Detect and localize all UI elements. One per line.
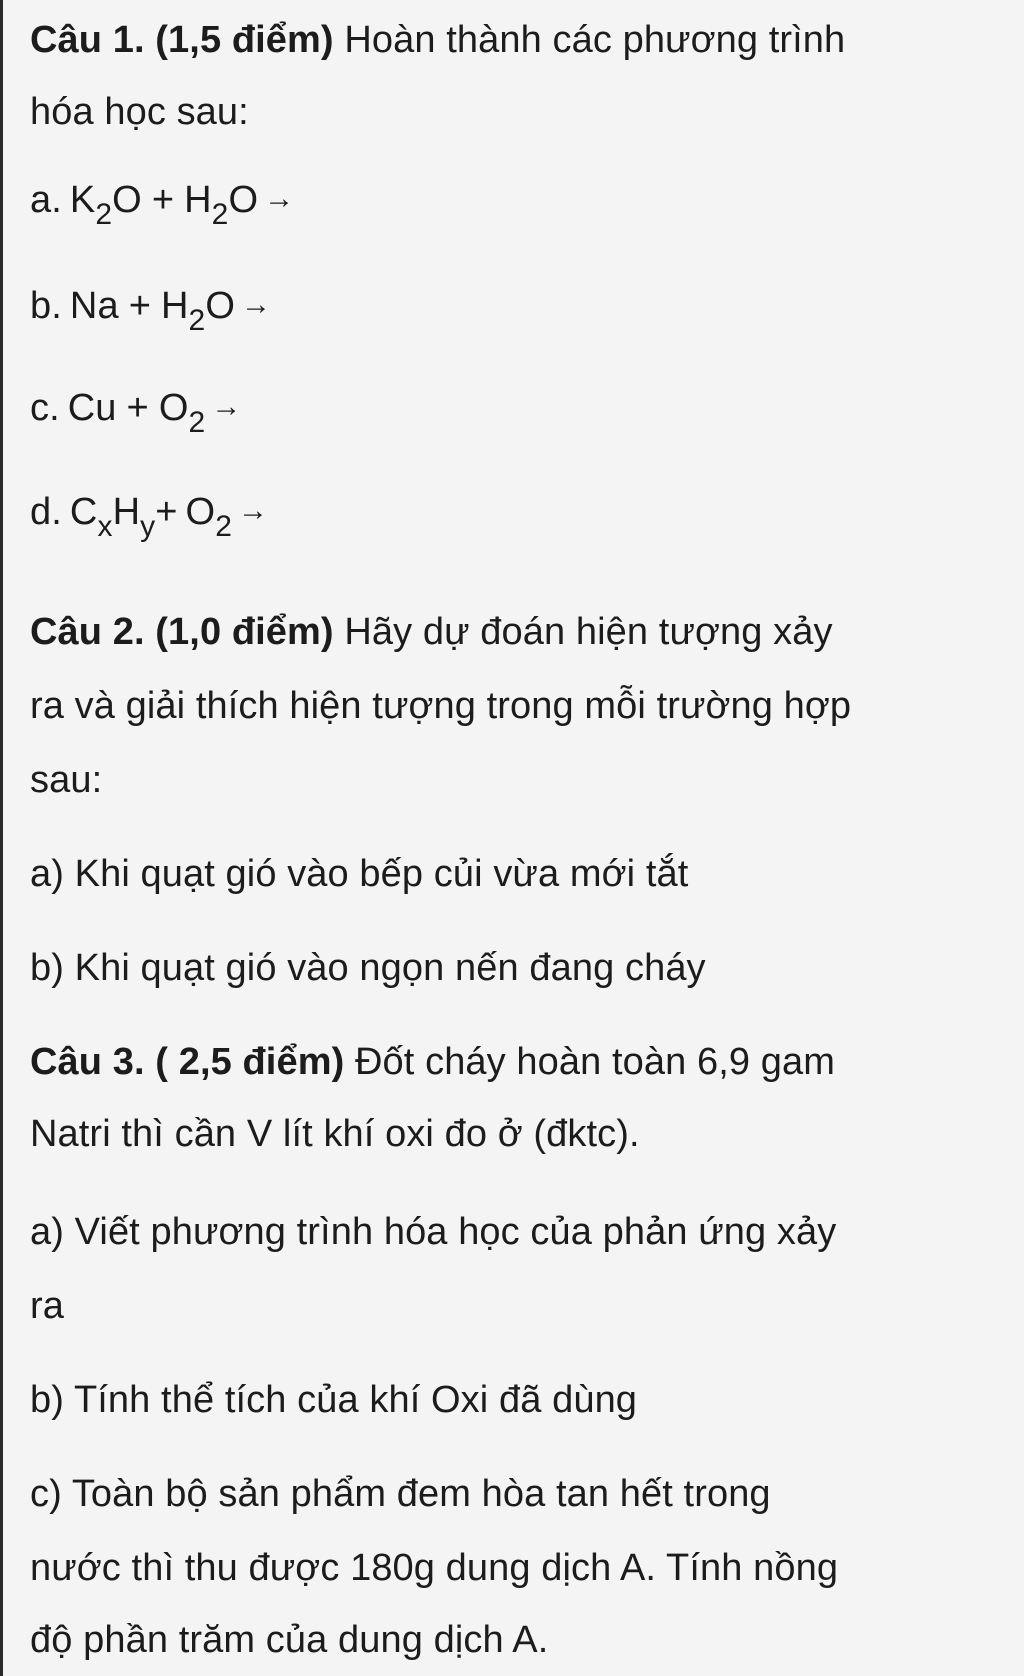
q1-c-subscript-1: 2 [188, 406, 206, 439]
q1-a-formula-h: H [184, 179, 212, 221]
q1-b-formula-na: Na [69, 285, 119, 327]
q1-b-plus: + [128, 285, 151, 327]
q1-d-formula-h: H [112, 491, 141, 533]
right-arrow-icon: → [211, 390, 242, 423]
q1-d-subscript-x: x [97, 510, 113, 543]
q1-d-subscript-y: y [140, 510, 156, 543]
q3-item-c-line2: nước thì thu được 180g dung dịch A. Tính nồng [30, 1547, 839, 1589]
q2-heading-line3: sau: [30, 759, 103, 801]
q1-equation-a [30, 178, 295, 231]
q2-item-b: b) Khi quạt gió vào ngọn nến đang cháy [30, 947, 706, 989]
q3-heading-line2: Natri thì cần V lít khí oxi đo ở (đktc). [30, 1113, 640, 1155]
q1-d-prefix: d. [30, 491, 62, 533]
q1-c-plus: + [126, 387, 149, 429]
q2-label: Câu 2. (1,0 điểm) [30, 611, 334, 653]
q1-a-subscript-1: 2 [95, 198, 113, 231]
q1-b-formula-h: H [160, 285, 189, 327]
q1-a-plus: + [151, 179, 175, 221]
q1-c-formula-o: O [158, 387, 189, 429]
q1-a-prefix: a. [30, 179, 62, 221]
q3-item-c-line1: c) Toàn bộ sản phẩm đem hòa tan hết trong [30, 1473, 771, 1515]
q1-b-formula-o: O [205, 285, 235, 327]
q1-c-prefix: c. [30, 387, 60, 429]
q1-d-formula-o: O [185, 491, 216, 533]
q1-label: Câu 1. (1,5 điểm) [30, 19, 334, 61]
q3-item-c-line3: độ phần trăm của dung dịch A. [30, 1619, 549, 1661]
q3-text: Đốt cháy hoàn toàn 6,9 gam [344, 1041, 836, 1083]
right-arrow-icon: → [264, 182, 295, 215]
q1-d-plus: + [155, 491, 178, 533]
q1-heading-line1 [30, 18, 845, 62]
q1-equation-d [30, 490, 269, 543]
q1-equation-c [30, 386, 242, 439]
q1-a-formula-o2: O [228, 179, 259, 221]
q3-heading-line1 [30, 1040, 835, 1084]
q1-a-formula-k: K [69, 179, 96, 221]
q1-d-formula-c: C [69, 491, 98, 533]
q1-heading-line2: hóa học sau: [30, 91, 249, 133]
q2-text: Hãy dự đoán hiện tượng xảy [333, 611, 833, 653]
right-arrow-icon: → [241, 288, 272, 321]
q3-item-b: b) Tính thể tích của khí Oxi đã dùng [30, 1379, 638, 1421]
q1-d-subscript-2: 2 [215, 510, 232, 543]
q1-a-formula-o: O [112, 179, 142, 221]
q2-heading-line1 [30, 610, 833, 654]
q1-a-subscript-2: 2 [211, 198, 229, 231]
q3-item-a-line2: ra [30, 1285, 64, 1327]
q1-c-formula-cu: Cu [67, 387, 117, 429]
q3-label: Câu 3. ( 2,5 điểm) [30, 1041, 345, 1083]
q1-b-subscript-1: 2 [188, 304, 206, 337]
q1-text: Hoàn thành các phương trình [333, 19, 846, 61]
q1-b-prefix: b. [30, 285, 62, 327]
q3-item-a-line1: a) Viết phương trình hóa học của phản ứng xảy [30, 1211, 837, 1253]
q1-equation-b [30, 284, 272, 337]
q2-heading-line2: ra và giải thích hiện tượng trong mỗi trường hợp [30, 685, 852, 727]
q2-item-a: a) Khi quạt gió vào bếp củi vừa mới tắt [30, 853, 689, 895]
right-arrow-icon: → [237, 494, 269, 527]
